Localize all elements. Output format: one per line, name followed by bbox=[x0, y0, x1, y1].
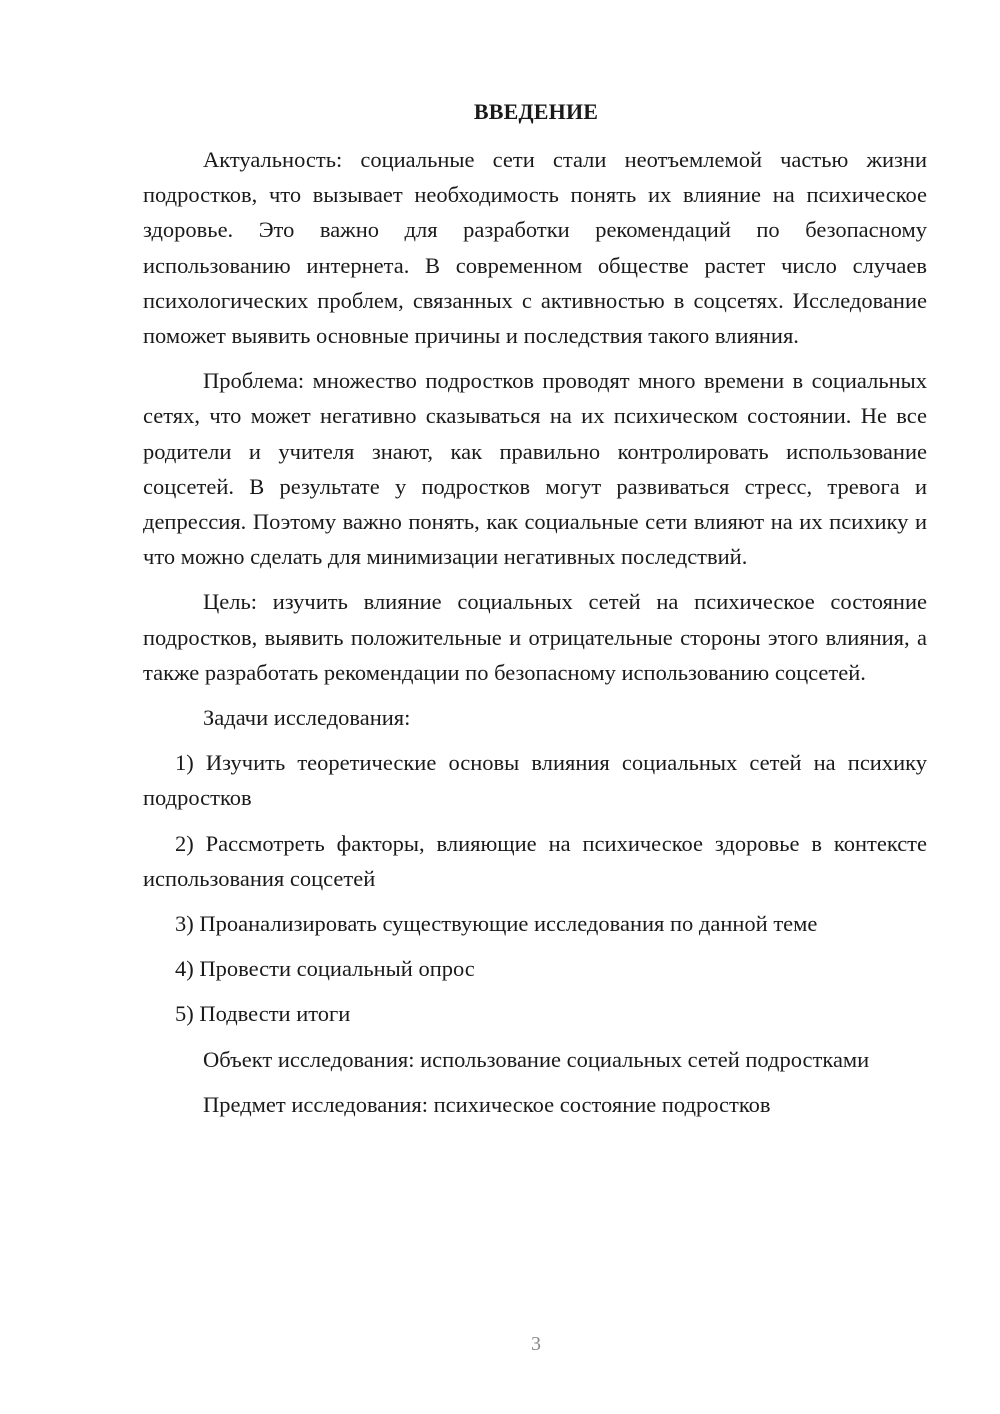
problem-paragraph: Проблема: множество подростков проводят много времени в социальных сетях, что может негативно сказываться на их психическом состоянии. Не все родители и учителя знают, как правильно контролировать использование соцсетей. В результате у подростков могут развиваться стресс, тревога и депрессия. Поэтому важно понять, как социальные сети влияют на их психику и что можно сделать для минимизации негативных последствий. bbox=[143, 368, 927, 570]
subject-paragraph: Предмет исследования: психическое состояние подростков bbox=[203, 1091, 771, 1117]
page-title: ВВЕДЕНИЕ bbox=[473, 99, 599, 124]
page-number: 3 bbox=[531, 1333, 541, 1355]
task-item-4: 4) Провести социальный опрос bbox=[175, 956, 475, 982]
goal-paragraph: Цель: изучить влияние социальных сетей на психическое состояние подростков, выявить положительные и отрицательные стороны этого влияния, а также разработать рекомендации по безопасному использованию соцсетей. bbox=[143, 589, 927, 685]
tasks-heading: Задачи исследования: bbox=[203, 705, 411, 731]
document-body bbox=[143, 142, 927, 1132]
object-paragraph: Объект исследования: использование социальных сетей подростками bbox=[203, 1046, 870, 1072]
task-item-5: 5) Подвести итоги bbox=[175, 1001, 351, 1027]
task-item-3: 3) Проанализировать существующие исследования по данной теме bbox=[175, 911, 818, 937]
relevance-paragraph: Актуальность: социальные сети стали неотъемлемой частью жизни подростков, что вызывает необходимость понять их влияние на психическое здоровье. Это важно для разработки рекомендаций по безопасному использованию интернета. В современном обществе растет число случаев психологических проблем, связанных с активностью в соцсетях. Исследование поможет выявить основные причины и последствия такого влияния. bbox=[143, 147, 927, 349]
task-item-2: 2) Рассмотреть факторы, влияющие на психическое здоровье в контексте использования соцсетей bbox=[143, 830, 927, 891]
task-item-1: 1) Изучить теоретические основы влияния социальных сетей на психику подростков bbox=[143, 750, 927, 811]
